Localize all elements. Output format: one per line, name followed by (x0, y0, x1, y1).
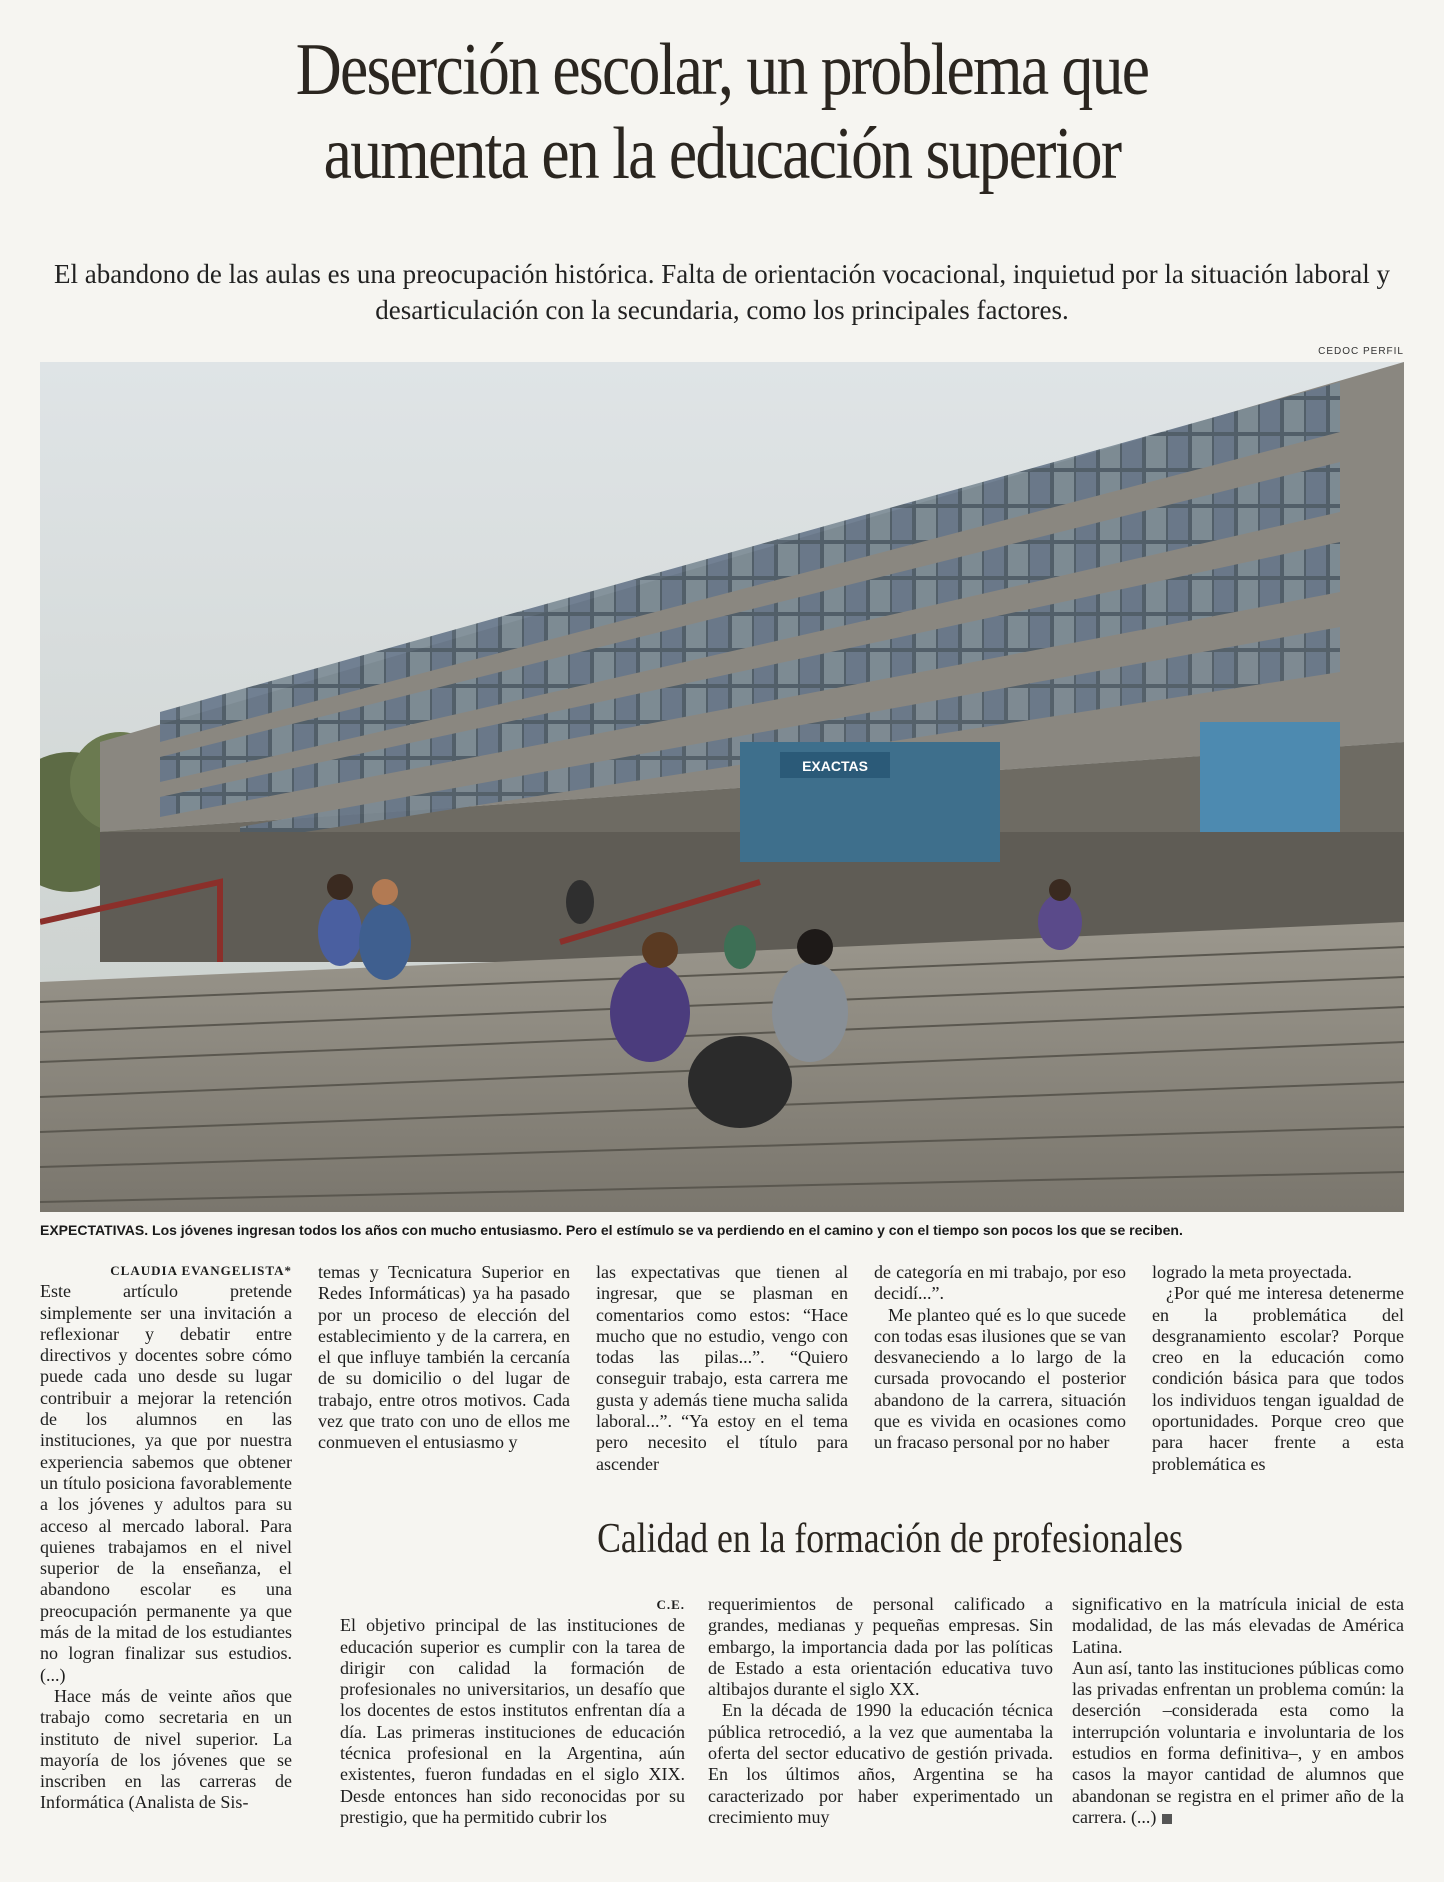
end-of-article-mark (1162, 1814, 1172, 1824)
headline-line-1: Deserción escolar, un problema que (295, 29, 1149, 111)
article1-column-5 (1152, 1262, 1404, 1475)
photo-caption: EXPECTATIVAS. Los jóvenes ingresan todos los años con mucho entusiasmo. Pero el estímulo se va perdiendo en el camino y con el tiempo son pocos los que se reciben. (40, 1222, 1183, 1238)
article1-column-1 (40, 1260, 292, 1814)
headline (135, 28, 1308, 196)
paragraph: las expectativas que tienen al ingresar, que se plasman en comentarios como estos: “Hace mucho que no estudio, vengo con todas las pilas...”. “Quiero conseguir trabajo, esta carrera me gusta y además tiene mucha salida laboral...”. “Ya estoy en el tema pero necesito el título para ascender (596, 1262, 848, 1474)
article1-column-4 (874, 1262, 1126, 1454)
photo-illustration (40, 362, 1404, 1212)
paragraph: Hace más de veinte años que trabajo como secretaria en un instituto de nivel superior. La mayoría de los jóvenes que se inscriben en las carreras de Informática (Analista de Sis- (40, 1685, 292, 1813)
article-photo (40, 362, 1404, 1212)
photo-credit: CEDOC PERFIL (1318, 346, 1404, 357)
building-sign: EXACTAS (802, 758, 868, 774)
article2-column-1 (340, 1594, 685, 1828)
byline: C.E. (656, 1597, 685, 1612)
subheadline: El abandono de las aulas es una preocupación histórica. Falta de orientación vocacional, inquietud por la situación laboral y desarticulación con la secundaria, como los principales factores. (53, 259, 1391, 325)
paragraph: logrado la meta proyectada. (1152, 1262, 1352, 1282)
paragraph: ¿Por qué me interesa detenerme en la problemática del desgranamiento escolar? Porque creo en la educación como condición básica para que todos los individuos tengan igualdad de oportunidades. Porque creo que para hacer frente a esta problemática es (1152, 1283, 1404, 1474)
paragraph: significativo en la matrícula inicial de esta modalidad, de las más elevadas de América Latina. (1072, 1594, 1404, 1657)
byline: CLAUDIA EVANGELISTA* (110, 1263, 292, 1278)
section-title: Calidad en la formación de profesionales (597, 1516, 1183, 1562)
paragraph: requerimientos de personal calificado a grandes, medianas y pequeñas empresas. Sin embargo, la importancia dada por las políticas de Estado a esta orientación educativa tuvo altibajos durante el siglo XX. (708, 1594, 1053, 1700)
paragraph (1072, 1658, 1404, 1828)
article2-column-3 (1072, 1594, 1404, 1828)
headline-line-2: aumenta en la educación superior (323, 113, 1121, 195)
paragraph-text: Aun así, tanto las instituciones públicas como las privadas enfrentan un problema común: la deserción –considerada esta como la interrupción voluntaria e involuntaria de los estudios en forma definitiva–, y en ambos casos la mayor cantidad de alumnos que abandonan se registra en el primer año de la carrera. (...) (1072, 1657, 1404, 1827)
article2-column-2 (708, 1594, 1053, 1828)
article1-column-2 (318, 1262, 570, 1454)
paragraph: En la década de 1990 la educación técnica pública retrocedió, a la vez que aumentaba la oferta del sector educativo de gestión privada. En los últimos años, Argentina se ha caracterizado por haber experimentado un crecimiento muy (708, 1700, 1053, 1827)
article1-column-3 (596, 1262, 848, 1475)
paragraph: El objetivo principal de las instituciones de educación superior es cumplir con la tarea de dirigir con calidad la formación de profesionales no universitarios, un desafío que los docentes de estos institutos enfrentan día a día. Las primeras instituciones de educación técnica profesional en la Argentina, aún existentes, fueron fundadas en el siglo XIX. Desde entonces han sido reconocidas por su prestigio, que ha permitido cubrir los (340, 1615, 685, 1827)
paragraph: de categoría en mi trabajo, por eso decidí...”. (874, 1262, 1126, 1304)
paragraph: Este artículo pretende simplemente ser una invitación a reflexionar y debatir entre directivos y docentes sobre cómo puede cada uno desde su lugar contribuir a mejorar la retención de los alumnos en las instituciones, ya que por nuestra experiencia sabemos que obtener un título posiciona favorablemente a los jóvenes y adultos para su acceso al mercado laboral. Para quienes trabajamos en el nivel superior de la enseñanza, el abandono escolar es una preocupación permanente ya que más de la mitad de los estudiantes no logran finalizar sus estudios. (...) (40, 1281, 292, 1685)
paragraph: temas y Tecnicatura Superior en Redes Informáticas) ya ha pasado por un proceso de elección del establecimiento y de la carrera, en el que influye también la cercanía de su domicilio o del lugar de trabajo, entre otros motivos. Cada vez que trato con uno de ellos me conmueven el entusiasmo y (318, 1262, 570, 1453)
paragraph: Me planteo qué es lo que sucede con todas esas ilusiones que se van desvaneciendo a lo largo de la cursada provocando el posterior abandono de la carrera, situación que es vivida en ocasiones como un fracaso personal por no haber (874, 1304, 1126, 1453)
